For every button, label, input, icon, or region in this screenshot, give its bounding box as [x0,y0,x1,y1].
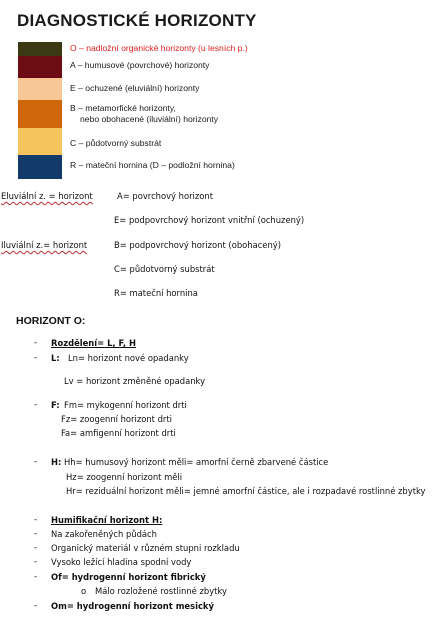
list-item-hh: Hh= humusový horizont měli= amorfní černě zbarvené částice [64,457,329,467]
list-bullet: - [34,557,38,567]
list-item-om: Om= hydrogenní horizont mesický [51,601,214,611]
list-item-of-sub: Málo rozložené rostlinné zbytky [95,586,227,596]
legend-swatch-r [18,155,62,179]
legend-row-b [18,100,398,128]
legend-label-b: B – metamorfické horizonty, [70,103,176,113]
legend-row-a [18,56,398,78]
legend-row-o [18,42,398,56]
legend-label-a: A – humusové (povrchové) horizonty [70,60,210,70]
list-bullet: - [34,572,38,582]
list-item-hz: Hz= zoogenní horizont měli [66,472,183,482]
list-item-hum-2: Organický materiál v různém stupni rozkladu [51,543,240,553]
page-title: DIAGNOSTICKÉ HORIZONTY [17,11,257,30]
legend-swatch-c [18,128,62,155]
list-item-fa: Fa= amfigenní horizont drti [61,428,176,438]
list-item-humifikacni: Humifikační horizont H: [51,515,163,525]
list-key-l: L: [51,353,60,363]
list-bullet: - [34,601,38,611]
eluvial-horizon-a: A= povrchový horizont [117,191,213,201]
legend-swatch-a [18,56,62,78]
list-item-ln: Ln= horizont nové opadanky [68,353,189,363]
list-bullet: - [34,543,38,553]
list-item-lv: Lv = horizont změněné opadanky [64,376,206,386]
legend-swatch-b [18,100,62,128]
list-bullet: - [34,353,38,363]
iluvial-horizon-c: C= půdotvorný substrát [114,264,215,274]
legend-row-c [18,128,398,155]
list-bullet: - [34,515,38,525]
iluvial-horizon-r: R= mateční hornina [114,288,198,298]
list-bullet: - [34,400,38,410]
iluvial-horizon-b: B= podpovrchový horizont (obohacený) [114,240,281,250]
legend-label-c: C – půdotvorný substrát [70,138,162,148]
list-item-hum-3: Vysoko ležící hladina spodní vody [51,557,192,567]
eluvial-horizon-e: E= podpovrchový horizont vnitřní (ochuzený) [114,215,305,225]
list-item-rozdeleni: Rozdělení= L, F, H [51,338,136,348]
list-item-of: Of= hydrogenní horizont fibrický [51,572,206,582]
legend-row-r [18,155,398,179]
eluvial-zone-label: Eluviální z. = horizont [1,191,93,201]
list-key-h: H: [51,457,62,467]
list-bullet: - [34,529,38,539]
list-item-hum-1: Na zakořeněných půdách [51,529,157,539]
list-item-hr: Hr= reziduální horizont měli= jemné amorfní částice, ale i rozpadavé rostlinné zbytky [66,486,426,496]
list-item-fm: Fm= mykogenní horizont drti [64,400,187,410]
legend-row-e [18,78,398,100]
list-key-f: F: [51,400,60,410]
list-bullet: - [34,338,38,348]
list-bullet: - [34,457,38,467]
legend-label-o: O – nadložní organické horizonty (u lesních p.) [70,43,248,53]
legend-label-r: R – mateční hornina (D – podložní hornina) [70,160,235,170]
legend-swatch-e [18,78,62,100]
iluvial-zone-label: Iluviální z.= horizont [1,240,88,250]
sub-bullet: o [81,586,87,596]
legend-swatch-o [18,42,62,56]
legend-label-b-line2: nebo obohacené (iluviální) horizonty [80,114,219,124]
list-item-fz: Fz= zoogenní horizont drti [61,414,172,424]
legend-label-e: E – ochuzené (eluviální) horizonty [70,83,200,93]
section-heading: HORIZONT O: [16,315,86,327]
